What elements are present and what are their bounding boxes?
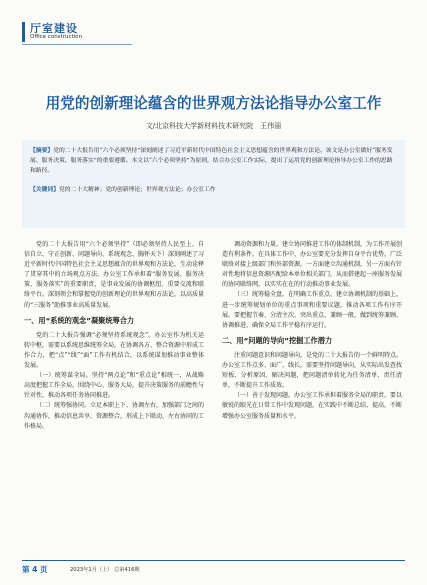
abstract-label: 【摘要】 [30, 148, 54, 154]
section-heading-2: 二、用“问题的导向”挖掘工作潜力 [222, 335, 333, 345]
abstract-text: 党的二十大报告用“六个必须坚持”深刻阐述了习近平新时代中国特色社会主义思想蕴含的世界观和方法论。该文是办公室做好“服务发展、服务决策、服务落实”的重要遵循。本文以“六个必须坚持”为原则，结合办公室工作实际，提出了运用党的创新理论指导办公室工作的思路和路径。 [30, 148, 393, 175]
intro-paragraph: 党的二十大报告用“六个必须坚持”（即必须坚持人民至上、自信自立、守正创新、问题导向、系统观念、胸怀天下）深刻阐述了习近平新时代中国特色社会主义思想蕴含的世界观和方法论，生动诠释了贯穿其中的立场观点方法。办公室工作承担着“服务发展、服务决策、服务落实”的重要职责，是事业发展的协调枢纽、重要交流和联络平台。深刻领会和掌握党的创新理论的世界观和方法论，以高质量的“三服务”助推事业高质量发展。 [24, 241, 205, 309]
paragraph: （三）统筹稳全盘。在明确工作重点、建立协调机制的基础上，进一步统筹规划单位的重点事项和重要议题，推动各项工作有序开展。要把握节奏、分清主次，突出重点、兼顾一般，做到统筹兼顾、协调推进，确保全局工作平稳有序运行。 [222, 291, 403, 329]
section-label [22, 20, 132, 45]
abstract-box [22, 140, 405, 228]
page-footer [22, 560, 405, 579]
keywords-text: 党的二十大精神；党的创新理论；世界观方法论；办公室工作 [59, 186, 216, 193]
paragraph: 党的二十大报告强调“必须坚持系统观念”。办公室作为机关运转中枢，需要以系统思维统筹全局，在协调各方、整合资源中形成工作合力，把“点”“线”“面”工作有机结合，以系统谋划推动事业整体发展。 [24, 331, 205, 370]
section-subtitle: Office construction [30, 34, 83, 40]
page-number: 第 4 页 [22, 565, 48, 574]
paragraph: （二）统筹强协同。立足本职上下、协调左右，加强部门之间的沟通协作，推动信息共享、资源整合，形成上下联动、左右协同的工作格局。 [24, 402, 205, 430]
left-column [24, 240, 204, 432]
abstract [30, 146, 397, 177]
section-heading-1: 一、用“系统的观念”凝聚统筹合力 [24, 315, 135, 325]
keywords-label: 【关键词】 [30, 186, 59, 193]
issue-info: 2023年1月（上） 总第416期 [70, 567, 140, 573]
section-title: 厅室建设 [30, 22, 78, 35]
right-column [222, 240, 402, 422]
paragraph: 注重问题意识和问题导向，是党的二十大报告的一个鲜明特点。办公室工作点多、面广、线长，需要坚持问题导向，从实际出发查找短板、分析原因、解决问题，把问题清单转化为任务清单、责任清单，不断提升工作质效。 [222, 351, 403, 390]
paragraph: 调动资源和力量，建立协同推进工作的体制机制，为工作开展创造有利条件。在具体工作中，办公室要充分发挥自身平台优势，广泛联络对接上级部门和外部资源，一方面建立沟通机制，另一方面有针对性地将信息资源匹配给本单位相关部门，从而搭建起一座服务发展的协同联络网，以实实在在的行动推动事业发展。 [222, 241, 403, 289]
keywords [30, 185, 397, 195]
paragraph: （一）善于发现问题。办公室工作承担着服务全局的职责，要以敏锐的眼光在日常工作中发现问题，在实践中不断总结、提高，不断增强办公室服务质量和水平。 [222, 392, 403, 420]
section-accent-bar [22, 22, 25, 42]
paragraph: （一）统筹谋全局。坚持“两点论”和“重点论”相统一，从战略高度把握工作全局，围绕中心、服务大局，提升决策服务的前瞻性与针对性，推动各项任务协同推进。 [24, 372, 205, 400]
article-author: 文/北京科技大学新材料技术研究院 王伟丽 [145, 122, 282, 130]
article-title: 用党的创新理论蕴含的世界观方法论指导办公室工作 [45, 95, 382, 112]
